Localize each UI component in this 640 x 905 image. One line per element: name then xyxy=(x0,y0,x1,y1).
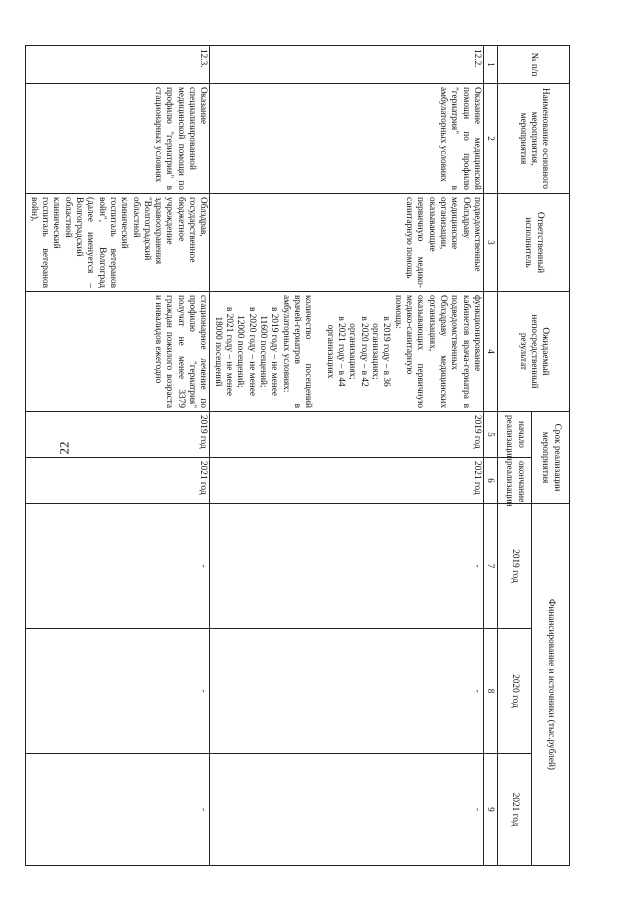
result-line: стационарное лечение по профилю "гериатрия" получат не менее 3379 граждан пожилого возраста и инвалидов ежегодно xyxy=(153,295,209,408)
row-name: Оказание медицинской помощи по профилю "гериатрия" в амбулаторных условиях xyxy=(210,84,484,194)
col-number: 8 xyxy=(484,629,498,754)
result-line: в 2019 году – в 36 организациях; xyxy=(370,316,392,387)
row-result xyxy=(210,292,484,412)
table-row xyxy=(210,46,484,866)
row-end: 2021 год xyxy=(26,458,210,504)
row-result xyxy=(26,292,210,412)
row-finance-2019: - xyxy=(210,504,484,629)
row-executor: Облздрав, государственное бюджетное учреждение здравоохранения "Волгоградский областной клинический госпиталь ветеранов войн", Волгоград (далее именуется – Волгоградский областной клинический госпиталь ветеранов войн), xyxy=(26,194,210,292)
header-result: Ожидаемый непосредственный результат xyxy=(498,292,570,412)
result-line: в 2020 году – не менее 12000 посещений; xyxy=(235,307,257,396)
col-number: 5 xyxy=(484,412,498,458)
row-number: 12.2. xyxy=(210,46,484,84)
header-term: Срок реализации мероприятия xyxy=(532,412,570,504)
page-number: 22 xyxy=(56,441,72,455)
row-finance-2020: - xyxy=(26,629,210,754)
row-name: Оказание специализированной медицинской помощи по профилю "гериатрия" в стационарных условиях xyxy=(26,84,210,194)
result-line: в 2021 году – в 44 организациях xyxy=(324,316,347,387)
col-number: 2 xyxy=(484,84,498,194)
rotated-table-container xyxy=(10,45,570,865)
row-finance-2021: - xyxy=(26,754,210,866)
row-start: 2019 год xyxy=(210,412,484,458)
measures-table xyxy=(25,45,570,866)
row-finance-2019: - xyxy=(26,504,210,629)
row-finance-2021: - xyxy=(210,754,484,866)
header-finance: Финансирование и источники (тыс.рублей) xyxy=(532,504,570,866)
col-number: 1 xyxy=(484,46,498,84)
row-number: 12.3. xyxy=(26,46,210,84)
row-start: 2019 год xyxy=(26,412,210,458)
result-line: в 2019 году – не менее 11600 посещений; xyxy=(258,307,280,396)
result-line: функционирование кабинетов врача-гериатра в подведомственных Облздраву медицинских организациях, оказывающих первичную медико-санитарную помощь: xyxy=(392,295,483,408)
col-number: 7 xyxy=(484,504,498,629)
col-number: 4 xyxy=(484,292,498,412)
header-term-start: начало реализации xyxy=(498,412,532,458)
header-executor: Ответственный исполнитель xyxy=(498,194,570,292)
col-number: 3 xyxy=(484,194,498,292)
row-finance-2020: - xyxy=(210,629,484,754)
header-2019: 2019 год xyxy=(498,504,532,629)
row-end: 2021 год xyxy=(210,458,484,504)
result-line: в 2021 году – не менее 18000 посещений xyxy=(212,307,235,396)
header-name: Наименование основного мероприятия, мероприятия xyxy=(498,84,570,194)
header-2020: 2020 год xyxy=(498,629,532,754)
header-term-end: окончание реализации xyxy=(498,458,532,504)
col-number: 9 xyxy=(484,754,498,866)
row-executor: подведомственные Облздраву медицинские организации, оказывающие первичную медико-санитарную помощь xyxy=(210,194,484,292)
header-2021: 2021 год xyxy=(498,754,532,866)
col-number: 6 xyxy=(484,458,498,504)
result-line: количество посещений врачей-гериатров в амбулаторных условиях: xyxy=(280,295,314,408)
result-line: в 2020 году – в 42 организациях; xyxy=(347,316,369,387)
header-num: № п/п xyxy=(498,46,570,84)
table-row xyxy=(26,46,210,866)
